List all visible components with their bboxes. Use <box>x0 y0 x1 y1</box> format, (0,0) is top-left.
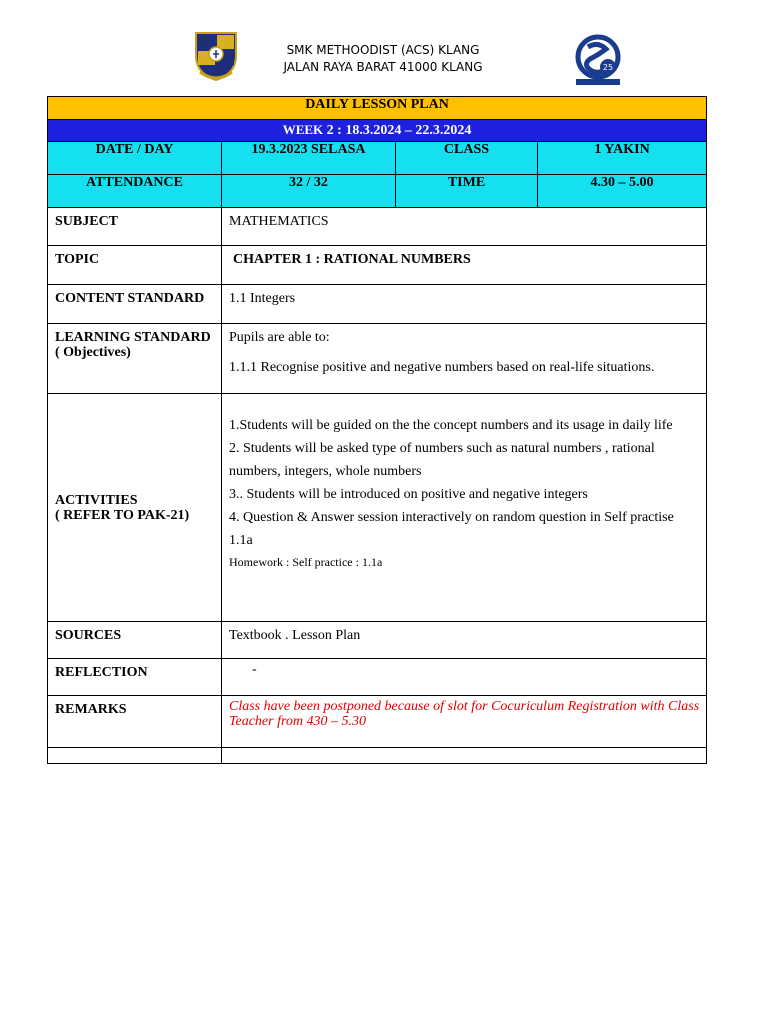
sources-label: SOURCES <box>48 622 222 659</box>
attendance-time-row <box>48 175 707 208</box>
date-class-row <box>48 142 707 175</box>
week-label: WEEK <box>282 122 324 137</box>
activities-label: ACTIVITIES <box>55 492 138 508</box>
content-standard-row <box>48 285 707 324</box>
content-standard-label: CONTENT STANDARD <box>48 285 222 324</box>
attendance-label: ATTENDANCE <box>48 175 222 208</box>
empty-value-cell <box>222 748 707 764</box>
homework-note: Homework : Self practice : 1.1a <box>229 555 383 569</box>
remarks-label: REMARKS <box>48 696 222 748</box>
education-anniversary-logo-icon <box>572 33 624 87</box>
activities-list <box>222 394 707 622</box>
school-name: SMK METHOODIST (ACS) KLANG <box>286 43 480 57</box>
reflection-value: - <box>222 659 707 696</box>
title-row <box>48 97 707 120</box>
activity-item: 4. Question & Answer session interactively on random question in Self practise 1.1a <box>229 510 674 548</box>
school-title-block <box>258 42 508 76</box>
learning-standard-label: LEARNING STANDARD <box>55 330 211 345</box>
topic-row <box>48 246 707 285</box>
reflection-row <box>48 659 707 696</box>
activities-row <box>48 394 707 622</box>
activities-sublabel: ( REFER TO PAK-21) <box>55 507 190 523</box>
learning-intro: Pupils are able to: <box>229 330 330 345</box>
sources-row <box>48 622 707 659</box>
subject-row <box>48 208 707 246</box>
activity-item: 3.. Students will be introduced on positive and negative integers <box>229 487 588 502</box>
learning-standard-sublabel: ( Objectives) <box>55 345 131 360</box>
subject-label: SUBJECT <box>48 208 222 246</box>
sources-value: Textbook . Lesson Plan <box>222 622 707 659</box>
topic-value: CHAPTER 1 : RATIONAL NUMBERS <box>222 246 707 285</box>
class-value: 1 YAKIN <box>538 142 707 175</box>
school-crest-icon <box>192 30 240 82</box>
class-label: CLASS <box>396 142 538 175</box>
empty-label-cell <box>48 748 222 764</box>
lesson-plan-table <box>47 96 707 764</box>
time-value: 4.30 – 5.00 <box>538 175 707 208</box>
svg-text:25: 25 <box>602 63 614 72</box>
time-label: TIME <box>396 175 538 208</box>
subject-value: MATHEMATICS <box>222 208 707 246</box>
school-address: JALAN RAYA BARAT 41000 KLANG <box>283 60 483 74</box>
document-header <box>0 0 768 96</box>
empty-row <box>48 748 707 764</box>
plan-title: DAILY LESSON PLAN <box>48 97 707 120</box>
week-value: 2 : 18.3.2024 – 22.3.2024 <box>326 123 472 138</box>
attendance-value: 32 / 32 <box>222 175 396 208</box>
learning-standard-label-cell <box>48 324 222 394</box>
date-day-value: 19.3.2023 SELASA <box>222 142 396 175</box>
date-day-label: DATE / DAY <box>48 142 222 175</box>
remarks-row <box>48 696 707 748</box>
activities-label-cell <box>48 394 222 622</box>
week-cell <box>48 120 707 142</box>
activity-item: 1.Students will be guided on the the concept numbers and its usage in daily life <box>229 418 673 433</box>
topic-label: TOPIC <box>48 246 222 285</box>
activity-item: 2. Students will be asked type of numbers such as natural numbers , rational numbers, integers, whole numbers <box>229 441 655 479</box>
week-row <box>48 120 707 142</box>
learning-item: 1.1.1 Recognise positive and negative numbers based on real-life situations. <box>229 360 655 375</box>
learning-standard-row <box>48 324 707 394</box>
learning-standard-value <box>222 324 707 394</box>
remarks-value: Class have been postponed because of slot for Cocuriculum Registration with Class Teacher from 430 – 5.30 <box>222 696 707 748</box>
reflection-label: REFLECTION <box>48 659 222 696</box>
content-standard-value: 1.1 Integers <box>222 285 707 324</box>
